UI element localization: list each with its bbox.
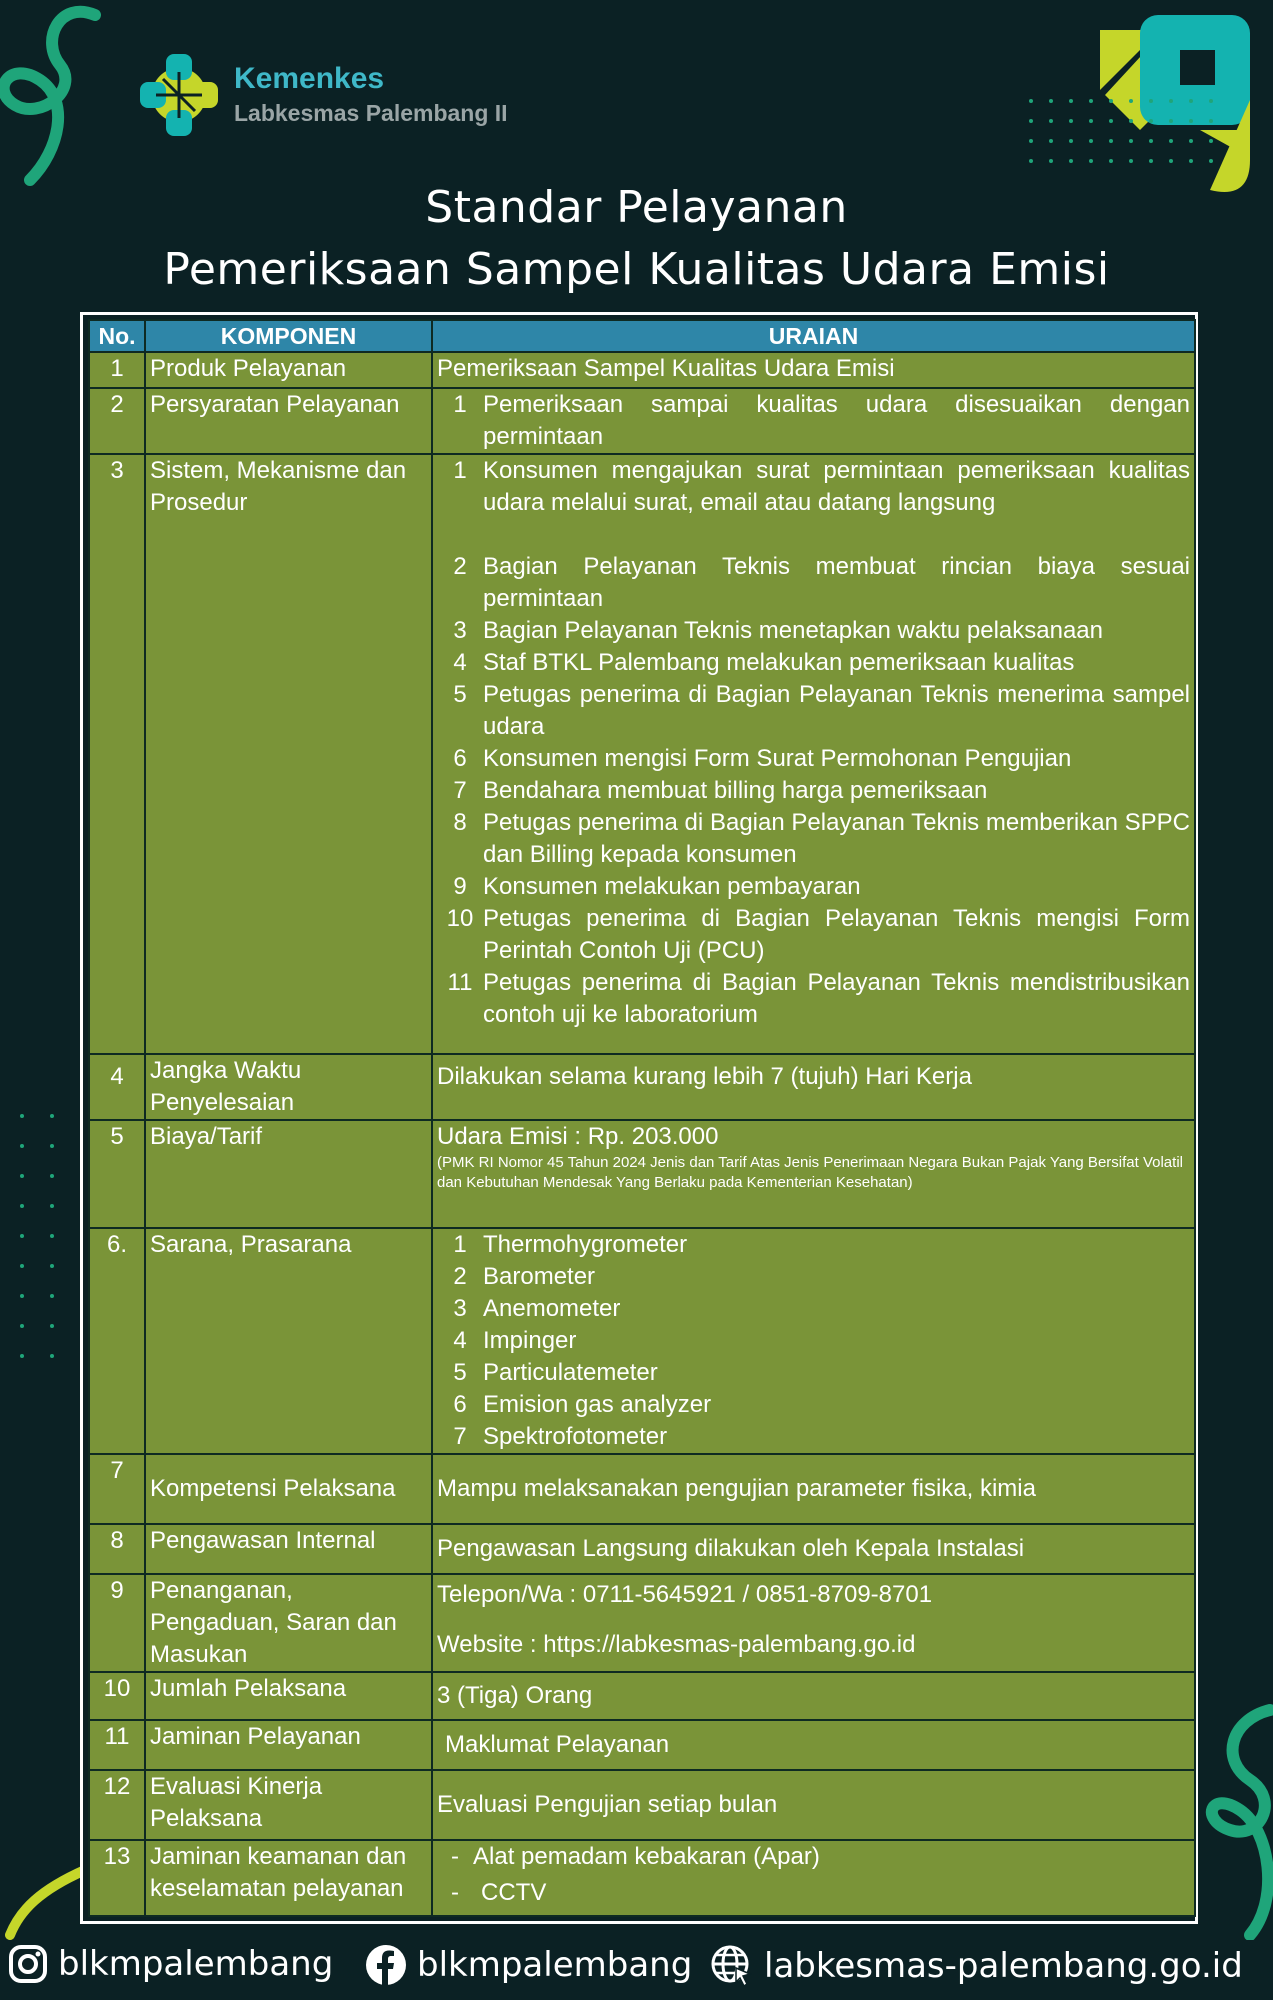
dot-grid-top-right-decoration: [1025, 95, 1225, 175]
row-komponen: Jumlah Pelaksana: [145, 1672, 432, 1720]
row-komponen: Evaluasi Kinerja Pelaksana: [145, 1770, 432, 1840]
row-no: 10: [89, 1672, 145, 1720]
table-row: [89, 1228, 1195, 1454]
brand-subtitle: Labkesmas Palembang II: [234, 100, 508, 126]
table-header-row: [89, 320, 1195, 352]
header-uraian: URAIAN: [432, 320, 1195, 352]
list-item-number: 8: [453, 809, 467, 836]
row-no: 1: [89, 352, 145, 388]
row-komponen: Biaya/Tarif: [145, 1120, 432, 1228]
list-item-number: 4: [453, 649, 467, 676]
page-title-line-2: Pemeriksaan Sampel Kualitas Udara Emisi: [163, 244, 1110, 295]
kemenkes-logo-icon: [138, 52, 220, 138]
row-komponen: Kompetensi Pelaksana: [145, 1454, 432, 1524]
row-komponen: Penanganan, Pengaduan, Saran dan Masukan: [145, 1574, 432, 1672]
list-item-text: Konsumen mengisi Form Surat Permohonan Pengujian: [483, 745, 1072, 772]
row-komponen: Sistem, Mekanisme dan Prosedur: [145, 454, 432, 1054]
swirl-bottom-right-decoration: [1190, 1700, 1273, 1940]
list-item: [437, 1261, 1190, 1293]
list-item-text: Bagian Pelayanan Teknis menetapkan waktu pelaksanaan: [483, 617, 1103, 644]
list-item-number: 11: [447, 969, 473, 996]
row-no: 3: [89, 454, 145, 1054]
list-item: [437, 1877, 1190, 1909]
row-no: 8: [89, 1524, 145, 1574]
list-item: [437, 1229, 1190, 1261]
list-item-bullet: -: [451, 1879, 459, 1906]
list-item-text: Petugas penerima di Bagian Pelayanan Teknis memberikan SPPC dan Billing kepada konsumen: [483, 809, 1190, 868]
row-no: 11: [89, 1720, 145, 1770]
facebook-icon: [365, 1944, 407, 1986]
list-item: [437, 647, 1190, 679]
table-row: [89, 388, 1195, 454]
list-item-number: 1: [453, 457, 467, 484]
table-row: [89, 1770, 1195, 1840]
list-item-number: 9: [453, 873, 467, 900]
list-item-number: 3: [453, 617, 467, 644]
list-item-text: Anemometer: [483, 1295, 621, 1322]
row-uraian: [432, 1120, 1195, 1228]
footer-facebook[interactable]: [365, 1944, 692, 1986]
row-uraian: Maklumat Pelayanan: [432, 1720, 1195, 1770]
table-row: [89, 1840, 1195, 1916]
row-uraian: [432, 454, 1195, 1054]
list-item: [437, 903, 1190, 967]
list-item: [437, 1389, 1190, 1421]
list-item-text: Konsumen mengajukan surat permintaan pemeriksaan kualitas udara melalui surat, email atau datang langsung: [483, 457, 1190, 516]
row-uraian: Pemeriksaan Sampel Kualitas Udara Emisi: [432, 352, 1195, 388]
page-title-line-1: Standar Pelayanan: [425, 182, 848, 233]
list-item-text: Staf BTKL Palembang melakukan pemeriksaan kualitas: [483, 649, 1075, 676]
brand-header: [138, 52, 558, 132]
row-komponen: Persyaratan Pelayanan: [145, 388, 432, 454]
service-standard-table-frame: [80, 312, 1198, 1924]
list-item: [437, 1325, 1190, 1357]
row-no: 5: [89, 1120, 145, 1228]
dot-grid-left-decoration: [16, 1110, 86, 1360]
list-item: [437, 1357, 1190, 1389]
swirl-bottom-left-decoration: [0, 1850, 90, 1940]
row-uraian: Mampu melaksanakan pengujian parameter fisika, kimia: [432, 1454, 1195, 1524]
row-no: 13: [89, 1840, 145, 1916]
list-item: [437, 967, 1190, 1031]
list-item-text: Pemeriksaan sampai kualitas udara disesuaikan dengan permintaan: [483, 391, 1190, 450]
row-uraian: [432, 1574, 1195, 1672]
row-komponen: Produk Pelayanan: [145, 352, 432, 388]
list-item-text: CCTV: [481, 1879, 547, 1906]
contact-website: Website : https://labkesmas-palembang.go.id: [437, 1631, 916, 1658]
list-item: [437, 807, 1190, 871]
row-uraian: Dilakukan selama kurang lebih 7 (tujuh) Hari Kerja: [432, 1054, 1195, 1120]
tariff-regulation-note: (PMK RI Nomor 45 Tahun 2024 Jenis dan Tarif Atas Jenis Penerimaan Negara Bukan Pajak Yang Bersifat Volatil dan Kebutuhan Mendesak Yang Berlaku pada Kementerian Kesehatan): [437, 1154, 1183, 1191]
list-item: [437, 775, 1190, 807]
list-item-text: Bendahara membuat billing harga pemeriksaan: [483, 777, 988, 804]
list-item-text: Alat pemadam kebakaran (Apar): [473, 1843, 820, 1870]
row-no: 2: [89, 388, 145, 454]
row-no: 4: [89, 1054, 145, 1120]
row-komponen: Jangka Waktu Penyelesaian: [145, 1054, 432, 1120]
list-item-number: 7: [453, 1423, 467, 1450]
list-item-number: 2: [453, 1263, 467, 1290]
footer-instagram[interactable]: [8, 1944, 333, 1984]
list-item: [437, 679, 1190, 743]
table-row: [89, 1120, 1195, 1228]
list-item-number: 7: [453, 777, 467, 804]
list-item-text: Petugas penerima di Bagian Pelayanan Teknis mendistribusikan contoh uji ke laboratorium: [483, 969, 1190, 1028]
list-item-text: Impinger: [483, 1327, 577, 1354]
list-item-number: 1: [453, 1231, 467, 1258]
row-uraian: [432, 1840, 1195, 1916]
list-item: [437, 743, 1190, 775]
list-item: [437, 389, 1190, 453]
table-row: [89, 1574, 1195, 1672]
list-item: [437, 551, 1190, 615]
header-no: No.: [89, 320, 145, 352]
list-item-text: Thermohygrometer: [483, 1231, 688, 1258]
list-item-number: 5: [453, 681, 467, 708]
list-item-text: Konsumen melakukan pembayaran: [483, 873, 861, 900]
list-spacer: [437, 519, 1190, 551]
list-item-number: 5: [453, 1359, 467, 1386]
website-url: labkesmas-palembang.go.id: [764, 1946, 1243, 1986]
table-row: [89, 1454, 1195, 1524]
row-uraian: 3 (Tiga) Orang: [432, 1672, 1195, 1720]
list-item-number: 6: [453, 1391, 467, 1418]
row-uraian: Evaluasi Pengujian setiap bulan: [432, 1770, 1195, 1840]
list-item-number: 1: [453, 391, 467, 418]
list-item-text: Barometer: [483, 1263, 596, 1290]
row-no: 9: [89, 1574, 145, 1672]
list-item-text: Petugas penerima di Bagian Pelayanan Teknis menerima sampel udara: [483, 681, 1190, 740]
row-komponen: Pengawasan Internal: [145, 1524, 432, 1574]
row-uraian: Pengawasan Langsung dilakukan oleh Kepala Instalasi: [432, 1524, 1195, 1574]
footer-website[interactable]: [710, 1944, 1243, 1988]
row-no: 7: [89, 1454, 145, 1524]
list-item-number: 10: [446, 905, 474, 932]
list-item: [437, 1293, 1190, 1325]
table-row: [89, 454, 1195, 1054]
table-row: [89, 352, 1195, 388]
list-item: [437, 871, 1190, 903]
list-item-bullet: -: [451, 1843, 459, 1870]
facebook-handle: blkmpalembang: [417, 1945, 693, 1985]
brand-name: Kemenkes: [234, 62, 385, 95]
table-row: [89, 1524, 1195, 1574]
list-item-text: Bagian Pelayanan Teknis membuat rincian biaya sesuai permintaan: [483, 553, 1190, 612]
list-item-text: Spektrofotometer: [483, 1423, 668, 1450]
table-row: [89, 1720, 1195, 1770]
list-item-text: Emision gas analyzer: [483, 1391, 712, 1418]
service-standard-table: [88, 319, 1196, 1917]
tariff-value: Udara Emisi : Rp. 203.000: [437, 1123, 719, 1150]
row-uraian: [432, 1228, 1195, 1454]
row-no: 12: [89, 1770, 145, 1840]
list-item: [437, 615, 1190, 647]
globe-cursor-icon: [710, 1944, 754, 1988]
row-uraian: [432, 388, 1195, 454]
list-item-number: 2: [453, 553, 467, 580]
list-item-text: Particulatemeter: [483, 1359, 658, 1386]
swirl-top-left-decoration: [0, 0, 130, 190]
row-komponen: Jaminan keamanan dan keselamatan pelayanan: [145, 1840, 432, 1916]
instagram-icon: [8, 1944, 48, 1984]
list-item-text: Petugas penerima di Bagian Pelayanan Teknis mengisi Form Perintah Contoh Uji (PCU): [483, 905, 1190, 964]
row-komponen: Jaminan Pelayanan: [145, 1720, 432, 1770]
header-komponen: KOMPONEN: [145, 320, 432, 352]
row-komponen: Sarana, Prasarana: [145, 1228, 432, 1454]
footer-social-bar: [0, 1944, 1273, 2000]
list-item-number: 4: [453, 1327, 467, 1354]
contact-phone: Telepon/Wa : 0711-5645921 / 0851-8709-8701: [437, 1581, 933, 1608]
list-item-number: 3: [453, 1295, 467, 1322]
list-item: [437, 1841, 1190, 1873]
list-item-number: 6: [453, 745, 467, 772]
list-item: [437, 1421, 1190, 1453]
list-item: [437, 455, 1190, 519]
table-row: [89, 1054, 1195, 1120]
table-row: [89, 1672, 1195, 1720]
row-no: 6.: [89, 1228, 145, 1454]
instagram-handle: blkmpalembang: [58, 1944, 334, 1984]
